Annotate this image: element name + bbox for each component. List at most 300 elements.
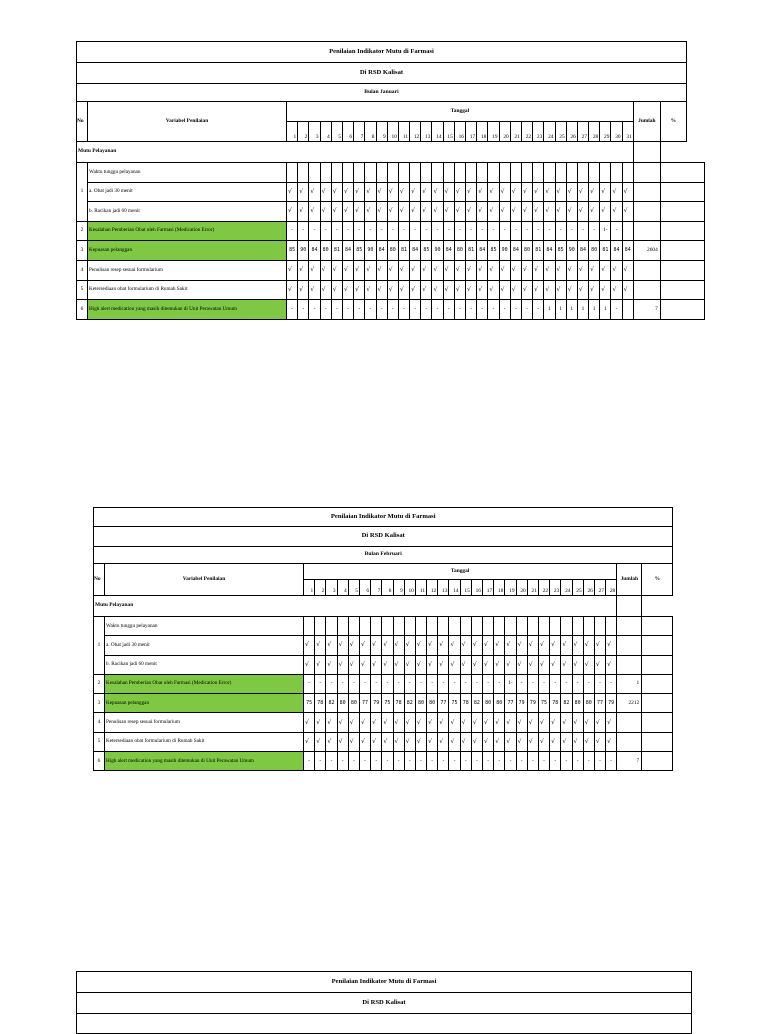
day-cell: √ [466, 280, 477, 300]
day-cell: √ [432, 280, 443, 300]
day-cell: √ [287, 280, 298, 300]
day-cell [382, 617, 393, 636]
day-cell: √ [527, 636, 538, 655]
day-cell: √ [555, 182, 566, 202]
day-cell: √ [494, 655, 505, 674]
day-cell: 81 [331, 241, 342, 261]
day-header: 10 [387, 122, 398, 142]
day-cell: - [510, 221, 521, 241]
day-cell: - [538, 752, 549, 771]
day-cell: √ [521, 202, 532, 222]
day-cell: √ [550, 713, 561, 732]
day-cell [342, 163, 353, 183]
day-cell: - [550, 752, 561, 771]
day-cell [471, 617, 482, 636]
day-cell: √ [298, 280, 309, 300]
day-cell: - [606, 674, 617, 693]
day-cell: √ [331, 280, 342, 300]
day-cell: - [359, 752, 370, 771]
day-cell: √ [404, 713, 415, 732]
day-cell: - [309, 300, 320, 320]
day-cell: - [527, 752, 538, 771]
col-header-no: No [94, 564, 105, 596]
day-cell: √ [371, 655, 382, 674]
day-cell: √ [354, 280, 365, 300]
row-label: Ketersediaan obat formularium di Rumah Sakit [105, 732, 304, 751]
day-cell [415, 617, 426, 636]
day-cell: √ [606, 655, 617, 674]
day-cell: √ [348, 636, 359, 655]
day-cell: - [572, 674, 583, 693]
day-cell: - [488, 300, 499, 320]
day-cell: √ [449, 636, 460, 655]
day-cell: √ [432, 260, 443, 280]
day-cell: - [521, 221, 532, 241]
day-cell: - [460, 752, 471, 771]
day-cell: √ [415, 732, 426, 751]
day-cell: √ [371, 732, 382, 751]
row-label: b. Racikan jadi 60 menit [105, 655, 304, 674]
day-cell: √ [550, 655, 561, 674]
day-cell: √ [427, 636, 438, 655]
day-cell: √ [342, 202, 353, 222]
percent-cell [642, 732, 673, 751]
day-cell: √ [415, 655, 426, 674]
day-cell [438, 617, 449, 636]
day-cell: √ [516, 713, 527, 732]
day-cell: 84 [577, 241, 588, 261]
table-subtitle: Di RSD Kalisat [77, 993, 692, 1014]
col-header-tanggal: Tanggal [304, 564, 617, 580]
day-cell: √ [521, 280, 532, 300]
jumlah-cell [633, 280, 660, 300]
day-cell: √ [393, 713, 404, 732]
day-cell: √ [600, 182, 611, 202]
day-header: 14 [449, 580, 460, 596]
day-cell: √ [387, 280, 398, 300]
day-cell: √ [561, 713, 572, 732]
day-cell: √ [583, 636, 594, 655]
row-label: Waktu tunggu pelayanan [88, 163, 287, 183]
day-cell: √ [371, 636, 382, 655]
table-februari [93, 507, 673, 771]
day-cell: - [516, 752, 527, 771]
day-header: 4 [337, 580, 348, 596]
day-cell: 77 [505, 694, 516, 713]
indicator-table [93, 507, 673, 771]
day-cell: 84 [410, 241, 421, 261]
day-cell: √ [320, 280, 331, 300]
day-cell [410, 163, 421, 183]
table-maret-partial [76, 971, 692, 1034]
day-cell: √ [337, 636, 348, 655]
day-cell: √ [561, 636, 572, 655]
day-header: 20 [516, 580, 527, 596]
table-title: Penilaian Indikator Mutu di Farmasi [77, 42, 687, 63]
day-cell: √ [566, 202, 577, 222]
day-header: 12 [410, 122, 421, 142]
day-cell: - [477, 221, 488, 241]
day-cell: 85 [488, 241, 499, 261]
day-cell: - [499, 300, 510, 320]
day-cell: 80 [320, 241, 331, 261]
day-cell: - [421, 221, 432, 241]
row-number: 2 [77, 221, 88, 241]
day-header: 19 [505, 580, 516, 596]
day-cell: √ [527, 732, 538, 751]
day-cell: - [589, 221, 600, 241]
day-header: 18 [494, 580, 505, 596]
row-label: Kesalahan Pemberian Obat oleh Farmasi (Medication Error) [88, 221, 287, 241]
percent-cell [660, 241, 704, 261]
day-cell [505, 617, 516, 636]
day-cell: √ [555, 260, 566, 280]
row-label: a. Obat jadi 30 menit [88, 182, 287, 202]
day-cell [611, 163, 622, 183]
day-cell: 77 [594, 694, 605, 713]
day-cell: √ [304, 732, 315, 751]
day-cell: 78 [315, 694, 326, 713]
day-header: 21 [510, 122, 521, 142]
day-cell: 81 [398, 241, 409, 261]
percent-cell [642, 617, 673, 636]
day-cell: 85 [287, 241, 298, 261]
day-cell: √ [309, 202, 320, 222]
day-cell: √ [460, 636, 471, 655]
indicator-table [76, 41, 705, 320]
day-cell: 80 [415, 694, 426, 713]
day-header: 2 [298, 122, 309, 142]
day-cell: √ [505, 636, 516, 655]
day-cell: √ [342, 280, 353, 300]
day-cell [421, 163, 432, 183]
row-number: 4 [77, 260, 88, 280]
percent-cell [660, 163, 704, 183]
row-number: 6 [77, 300, 88, 320]
day-cell: √ [600, 202, 611, 222]
day-cell: - [348, 674, 359, 693]
day-cell: √ [376, 202, 387, 222]
day-cell: 1- [600, 221, 611, 241]
day-header: 3 [309, 122, 320, 142]
day-cell: √ [494, 713, 505, 732]
day-header: 31 [622, 122, 633, 142]
day-cell: √ [354, 182, 365, 202]
day-header: 25 [555, 122, 566, 142]
percent-cell [660, 221, 704, 241]
day-cell: √ [415, 636, 426, 655]
day-header: 1 [287, 122, 298, 142]
percent-cell [660, 202, 704, 222]
day-cell: 79 [606, 694, 617, 713]
jumlah-cell: 2604 [633, 241, 660, 261]
day-cell: - [410, 300, 421, 320]
day-cell [494, 617, 505, 636]
day-cell: √ [606, 713, 617, 732]
col-header-no: No [77, 102, 88, 142]
table-title: Penilaian Indikator Mutu di Farmasi [77, 972, 692, 993]
day-cell: 78 [460, 694, 471, 713]
day-cell: - [359, 674, 370, 693]
day-header: 16 [471, 580, 482, 596]
row-label: a. Obat jadi 30 menit [105, 636, 304, 655]
day-header: 18 [477, 122, 488, 142]
day-cell: √ [477, 182, 488, 202]
indicator-table [76, 971, 692, 1034]
day-cell: 77 [438, 694, 449, 713]
day-cell: √ [510, 260, 521, 280]
day-cell: √ [348, 655, 359, 674]
day-cell: √ [589, 280, 600, 300]
day-cell: 1 [544, 300, 555, 320]
day-cell: √ [510, 280, 521, 300]
day-header: 17 [483, 580, 494, 596]
jumlah-cell: 2212 [617, 694, 642, 713]
day-cell [315, 617, 326, 636]
day-header: 27 [594, 580, 605, 596]
day-cell: - [443, 300, 454, 320]
day-cell [488, 163, 499, 183]
day-header: 15 [460, 580, 471, 596]
row-label: Kesalahan Pemberian Obat oleh Farmasi (Medication Error) [105, 674, 304, 693]
day-cell: √ [359, 636, 370, 655]
day-cell: √ [583, 732, 594, 751]
jumlah-cell: 7 [617, 752, 642, 771]
percent-cell [660, 300, 704, 320]
day-cell: √ [315, 713, 326, 732]
day-cell: √ [337, 655, 348, 674]
day-cell: √ [589, 182, 600, 202]
percent-cell [660, 182, 704, 202]
day-cell: - [471, 752, 482, 771]
day-cell: - [533, 221, 544, 241]
day-cell: √ [600, 280, 611, 300]
day-cell: 1 [600, 300, 611, 320]
day-cell [538, 617, 549, 636]
day-cell: - [404, 752, 415, 771]
day-cell: 75 [382, 694, 393, 713]
day-cell: - [415, 752, 426, 771]
row-label: Waktu tunggu pelayanan [105, 617, 304, 636]
day-cell: - [606, 752, 617, 771]
col-header-percent: % [642, 564, 673, 596]
col-header-tanggal: Tanggal [287, 102, 634, 122]
day-cell: √ [337, 732, 348, 751]
day-cell: √ [466, 202, 477, 222]
day-cell: 84 [611, 241, 622, 261]
day-cell: √ [304, 636, 315, 655]
day-cell: √ [494, 636, 505, 655]
day-cell: √ [443, 280, 454, 300]
day-cell: - [348, 752, 359, 771]
day-cell: √ [606, 636, 617, 655]
day-cell: 75 [304, 694, 315, 713]
day-cell: √ [521, 260, 532, 280]
day-cell: 84 [544, 241, 555, 261]
day-cell: 84 [342, 241, 353, 261]
percent-cell [642, 694, 673, 713]
day-cell: 80 [494, 694, 505, 713]
day-header: 20 [499, 122, 510, 142]
day-cell: √ [544, 182, 555, 202]
day-cell: √ [521, 182, 532, 202]
day-header: 6 [359, 580, 370, 596]
day-cell: - [315, 752, 326, 771]
day-cell: - [561, 674, 572, 693]
day-cell: √ [533, 280, 544, 300]
col-header-variabel: Variabel Penilaian [105, 564, 304, 596]
day-cell: - [387, 221, 398, 241]
day-cell: √ [454, 202, 465, 222]
section-mutu-pelayanan: Mutu Pelayanan [77, 142, 634, 163]
day-cell: - [326, 674, 337, 693]
day-cell [427, 617, 438, 636]
day-cell: √ [611, 182, 622, 202]
day-header: 11 [398, 122, 409, 142]
day-cell: 90 [566, 241, 577, 261]
col-header-jumlah: Jumlah [633, 102, 660, 142]
day-cell: - [376, 300, 387, 320]
day-cell: √ [326, 636, 337, 655]
day-cell: √ [309, 260, 320, 280]
percent-cell [642, 674, 673, 693]
day-cell: √ [387, 182, 398, 202]
day-cell: √ [577, 202, 588, 222]
day-cell: √ [561, 655, 572, 674]
day-cell [309, 163, 320, 183]
day-cell: √ [298, 260, 309, 280]
day-cell: - [427, 752, 438, 771]
day-cell: √ [494, 732, 505, 751]
day-cell: √ [404, 655, 415, 674]
day-cell: √ [342, 182, 353, 202]
day-cell: - [287, 221, 298, 241]
day-cell: √ [589, 202, 600, 222]
day-cell [527, 617, 538, 636]
day-cell: √ [438, 636, 449, 655]
day-cell [398, 163, 409, 183]
day-header: 12 [427, 580, 438, 596]
day-header: 11 [415, 580, 426, 596]
day-cell: - [304, 674, 315, 693]
day-cell: √ [510, 182, 521, 202]
day-cell: √ [438, 713, 449, 732]
day-cell: √ [427, 732, 438, 751]
day-cell [337, 617, 348, 636]
day-cell: - [371, 674, 382, 693]
day-cell: - [516, 674, 527, 693]
day-cell: √ [466, 260, 477, 280]
day-cell: √ [611, 280, 622, 300]
row-number: 5 [77, 280, 88, 300]
section-jumlah-cell [633, 142, 660, 163]
day-cell: 82 [471, 694, 482, 713]
day-cell: 84 [622, 241, 633, 261]
day-cell: 78 [550, 694, 561, 713]
row-number: 6 [94, 752, 105, 771]
day-cell [443, 163, 454, 183]
day-cell: √ [359, 732, 370, 751]
day-cell: √ [594, 732, 605, 751]
day-cell: 1 [577, 300, 588, 320]
day-cell: - [337, 674, 348, 693]
day-cell: √ [354, 260, 365, 280]
day-cell: √ [483, 655, 494, 674]
day-cell: 1 [589, 300, 600, 320]
day-header: 9 [376, 122, 387, 142]
day-cell: √ [516, 732, 527, 751]
day-cell [589, 163, 600, 183]
day-header: 1 [304, 580, 315, 596]
jumlah-cell [617, 732, 642, 751]
day-cell: √ [331, 182, 342, 202]
day-cell: - [449, 752, 460, 771]
day-cell [561, 617, 572, 636]
day-cell: 90 [298, 241, 309, 261]
day-cell: - [443, 221, 454, 241]
day-cell [550, 617, 561, 636]
day-cell [348, 617, 359, 636]
day-cell [326, 617, 337, 636]
day-cell: - [326, 752, 337, 771]
day-cell: √ [594, 655, 605, 674]
day-cell [521, 163, 532, 183]
day-cell: 80 [572, 694, 583, 713]
table-januari [76, 41, 705, 320]
day-cell: - [342, 221, 353, 241]
day-cell: - [505, 752, 516, 771]
month-label: Bulan Januari [77, 84, 687, 102]
day-cell: - [561, 752, 572, 771]
day-cell: - [415, 674, 426, 693]
row-label: High alert medication yang masih ditemukan di Unit Perawatan Umum [88, 300, 287, 320]
day-cell [298, 163, 309, 183]
day-cell: 80 [583, 694, 594, 713]
day-cell: - [460, 674, 471, 693]
day-cell: √ [320, 260, 331, 280]
day-cell: √ [606, 732, 617, 751]
day-cell: 90 [432, 241, 443, 261]
day-cell [404, 617, 415, 636]
percent-cell [642, 752, 673, 771]
day-cell [466, 163, 477, 183]
day-cell: √ [471, 655, 482, 674]
percent-cell [660, 260, 704, 280]
col-header-variabel: Variabel Penilaian [88, 102, 287, 142]
day-cell: √ [382, 636, 393, 655]
row-label: Penulisan resep sesuai formularium [105, 713, 304, 732]
day-cell: √ [471, 713, 482, 732]
day-header: 28 [589, 122, 600, 142]
day-header: 2 [315, 580, 326, 596]
day-cell: √ [354, 202, 365, 222]
day-cell: √ [527, 655, 538, 674]
day-cell: - [421, 300, 432, 320]
day-cell: √ [309, 182, 320, 202]
day-cell: √ [600, 260, 611, 280]
day-cell [432, 163, 443, 183]
day-cell: 79 [516, 694, 527, 713]
day-cell: √ [443, 182, 454, 202]
day-cell: - [533, 300, 544, 320]
row-number: 1 [77, 163, 88, 222]
day-header: 21 [527, 580, 538, 596]
day-header: 15 [443, 122, 454, 142]
day-header: 3 [326, 580, 337, 596]
day-cell: √ [393, 732, 404, 751]
day-cell [622, 221, 633, 241]
day-cell: - [438, 752, 449, 771]
